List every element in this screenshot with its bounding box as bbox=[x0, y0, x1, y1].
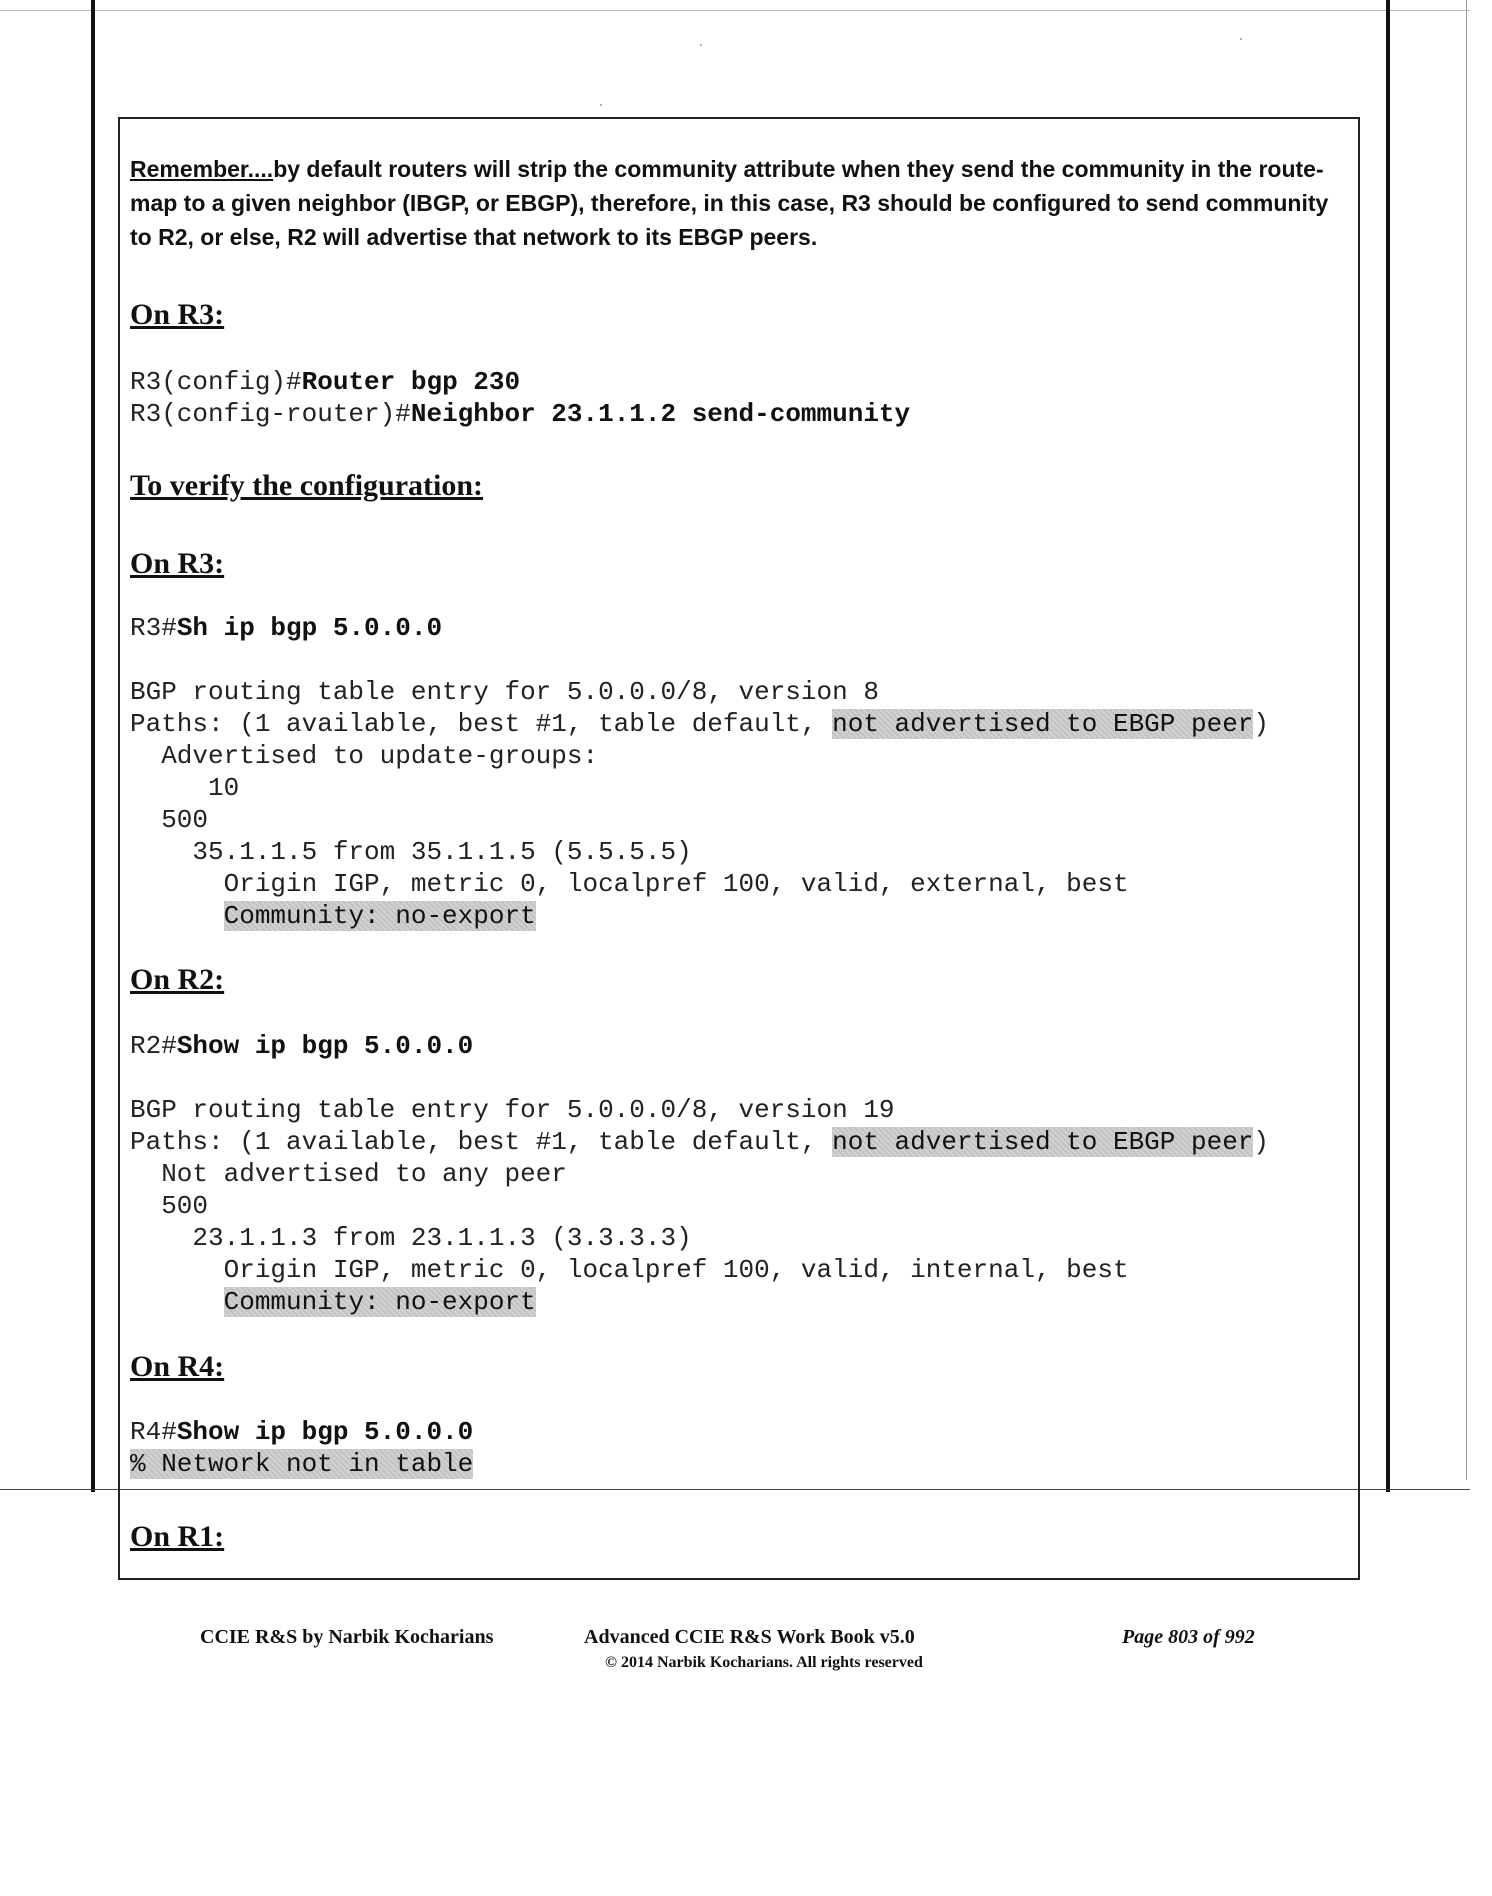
intro-text: by default routers will strip the community attribute when they send the community in the route-map to a given neighbor (IBGP, or EBGP), therefore, in this case, R3 should be configured to send community to R2, or else, R2 will advertise that network to its EBGP peers. bbox=[130, 156, 1329, 250]
r3-command: Sh ip bgp 5.0.0.0 bbox=[176, 613, 443, 643]
intro-paragraph bbox=[130, 152, 1345, 254]
r2-advertised-line: Not advertised to any peer bbox=[130, 1159, 567, 1189]
r2-from-line: 23.1.1.3 from 23.1.1.3 (3.3.3.3) bbox=[130, 1223, 692, 1253]
r3-advertised-line: Advertised to update-groups: bbox=[130, 741, 599, 771]
footer-book-title: Advanced CCIE R&S Work Book v5.0 bbox=[584, 1626, 915, 1648]
page-border-right bbox=[1386, 0, 1390, 1492]
r3-community-highlight: Community: no-export bbox=[223, 901, 536, 931]
r4-prompt: R4# bbox=[130, 1417, 177, 1447]
config-cmd-2: Neighbor 23.1.1.2 send-community bbox=[410, 399, 911, 429]
r3-prompt: R3# bbox=[130, 613, 177, 643]
scan-edge-right bbox=[1466, 0, 1467, 1480]
r2-as-line: 500 bbox=[130, 1191, 209, 1221]
r2-community-highlight: Community: no-export bbox=[223, 1287, 536, 1317]
config-cmd-1: Router bgp 230 bbox=[301, 367, 521, 397]
r2-origin-line: Origin IGP, metric 0, localpref 100, valid, internal, best bbox=[130, 1255, 1129, 1285]
scan-speck bbox=[700, 44, 702, 46]
r2-paths-line: Paths: (1 available, best #1, table default, bbox=[130, 1127, 833, 1157]
r4-result-highlight: % Network not in table bbox=[130, 1449, 474, 1479]
footer-author: CCIE R&S by Narbik Kocharians bbox=[200, 1626, 494, 1648]
r3-community-indent bbox=[130, 901, 224, 931]
r2-command: Show ip bgp 5.0.0.0 bbox=[176, 1031, 474, 1061]
r3-paths-line: Paths: (1 available, best #1, table default, bbox=[130, 709, 833, 739]
r4-command: Show ip bgp 5.0.0.0 bbox=[176, 1417, 474, 1447]
r3-paths-suffix: ) bbox=[1253, 709, 1270, 739]
heading-on-r3-config: On R3: bbox=[130, 298, 225, 331]
r2-prompt: R2# bbox=[130, 1031, 177, 1061]
r2-entry-line: BGP routing table entry for 5.0.0.0/8, version 19 bbox=[130, 1095, 895, 1125]
r3-entry-line: BGP routing table entry for 5.0.0.0/8, version 8 bbox=[130, 677, 879, 707]
footer-page-number bbox=[1122, 1626, 1255, 1649]
r3-origin-line: Origin IGP, metric 0, localpref 100, valid, external, best bbox=[130, 869, 1129, 899]
config-block bbox=[130, 366, 910, 430]
r2-paths-suffix: ) bbox=[1253, 1127, 1270, 1157]
heading-on-r2: On R2: bbox=[130, 963, 225, 996]
scan-edge-top bbox=[0, 10, 1470, 11]
r2-output-block bbox=[130, 1030, 1269, 1318]
config-prompt-2: R3(config-router)# bbox=[130, 399, 411, 429]
heading-on-r3-verify: On R3: bbox=[130, 547, 225, 580]
footer-copyright: © 2014 Narbik Kocharians. All rights reserved bbox=[605, 1654, 923, 1671]
heading-verify: To verify the configuration: bbox=[130, 469, 484, 502]
heading-on-r1: On R1: bbox=[130, 1520, 225, 1553]
r4-output-block bbox=[130, 1416, 473, 1480]
r2-community-indent bbox=[130, 1287, 224, 1317]
page-border-left bbox=[91, 0, 95, 1492]
r3-group-line: 10 bbox=[130, 773, 240, 803]
scan-speck bbox=[600, 104, 602, 106]
footer-page-total: 992 bbox=[1224, 1626, 1255, 1648]
r3-as-line: 500 bbox=[130, 805, 209, 835]
footer-page-label: Page bbox=[1122, 1626, 1164, 1648]
footer-page-current: 803 bbox=[1168, 1626, 1199, 1648]
heading-on-r4: On R4: bbox=[130, 1350, 225, 1383]
r3-from-line: 35.1.1.5 from 35.1.1.5 (5.5.5.5) bbox=[130, 837, 692, 867]
r3-paths-highlight: not advertised to EBGP peer bbox=[832, 709, 1254, 739]
footer-of-label: of bbox=[1203, 1626, 1220, 1648]
r3-output-block bbox=[130, 612, 1269, 932]
intro-lead: Remember.... bbox=[130, 156, 274, 182]
scan-speck bbox=[1240, 38, 1242, 40]
r2-paths-highlight: not advertised to EBGP peer bbox=[832, 1127, 1254, 1157]
config-prompt-1: R3(config)# bbox=[130, 367, 302, 397]
